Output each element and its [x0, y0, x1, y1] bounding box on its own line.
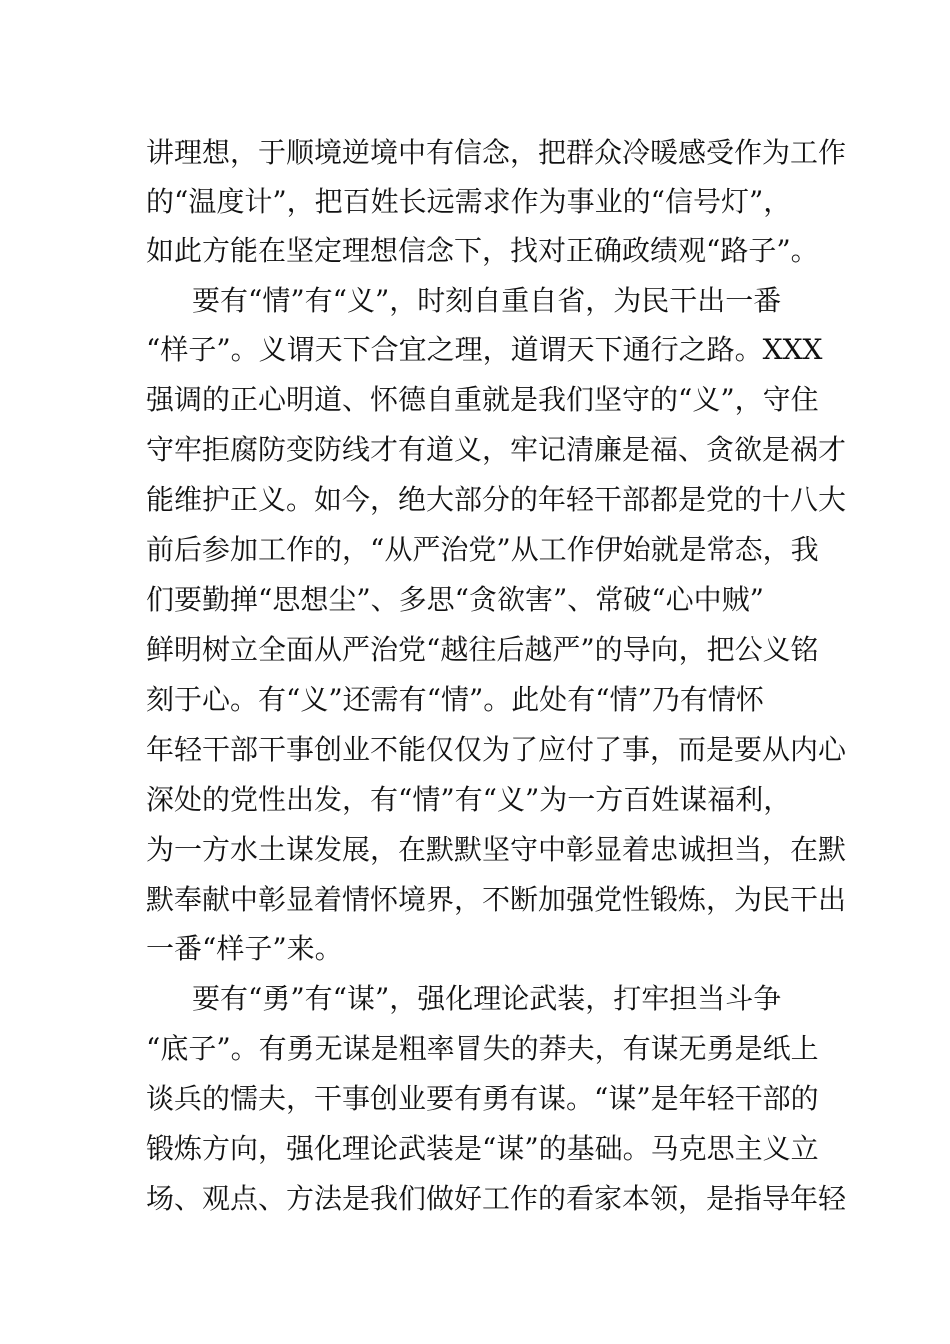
paragraph-start-line: 要有“勇”有“谋”，强化理论武装，打牢担当斗争 [192, 982, 782, 1015]
text-line: 如此方能在坚定理想信念下，找对正确政绩观“路子”。 [146, 234, 819, 267]
text-line: 们要勤掸“思想尘”、多思“贪欲害”、常破“心中贼” [146, 583, 764, 616]
text-line: 深处的党性出发，有“情”有“义”为一方百姓谋福利， [146, 783, 792, 816]
text-line: 锻炼方向，强化理论武装是“谋”的基础。马克思主义立 [146, 1132, 819, 1165]
text-line: 年轻干部干事创业不能仅仅为了应付了事，而是要从内心 [146, 733, 847, 766]
text-line: “样子”。义谓天下合宜之理，道谓天下通行之路。XXX [146, 333, 823, 366]
paragraph-start-line: 要有“情”有“义”，时刻自重自省，为民干出一番 [192, 284, 782, 317]
text-line: 一番“样子”来。 [146, 932, 343, 965]
text-line: 守牢拒腐防变防线才有道义，牢记清廉是福、贪欲是祸才 [146, 433, 847, 466]
text-line: 强调的正心明道、怀德自重就是我们坚守的“义”，守住 [146, 383, 819, 416]
text-line: 前后参加工作的，“从严治党”从工作伊始就是常态，我 [146, 533, 819, 566]
text-line: 为一方水土谋发展，在默默坚守中彰显着忠诚担当，在默 [146, 833, 847, 866]
text-line: 谈兵的懦夫，干事创业要有勇有谋。“谋”是年轻干部的 [146, 1082, 819, 1115]
text-line: “底子”。有勇无谋是粗率冒失的莽夫，有谋无勇是纸上 [146, 1032, 819, 1065]
text-line: 能维护正义。如今，绝大部分的年轻干部都是党的十八大 [146, 483, 847, 516]
text-line: 场、观点、方法是我们做好工作的看家本领，是指导年轻 [146, 1182, 847, 1215]
text-line: 讲理想，于顺境逆境中有信念，把群众冷暖感受作为工作 [146, 136, 847, 169]
text-line: 刻于心。有“义”还需有“情”。此处有“情”乃有情怀 [146, 683, 764, 716]
text-line: 的“温度计”，把百姓长远需求作为事业的“信号灯”， [146, 185, 792, 218]
text-line: 鲜明树立全面从严治党“越往后越严”的导向，把公义铭 [146, 633, 819, 666]
text-line: 默奉献中彰显着情怀境界，不断加强党性锻炼，为民干出 [146, 883, 847, 916]
